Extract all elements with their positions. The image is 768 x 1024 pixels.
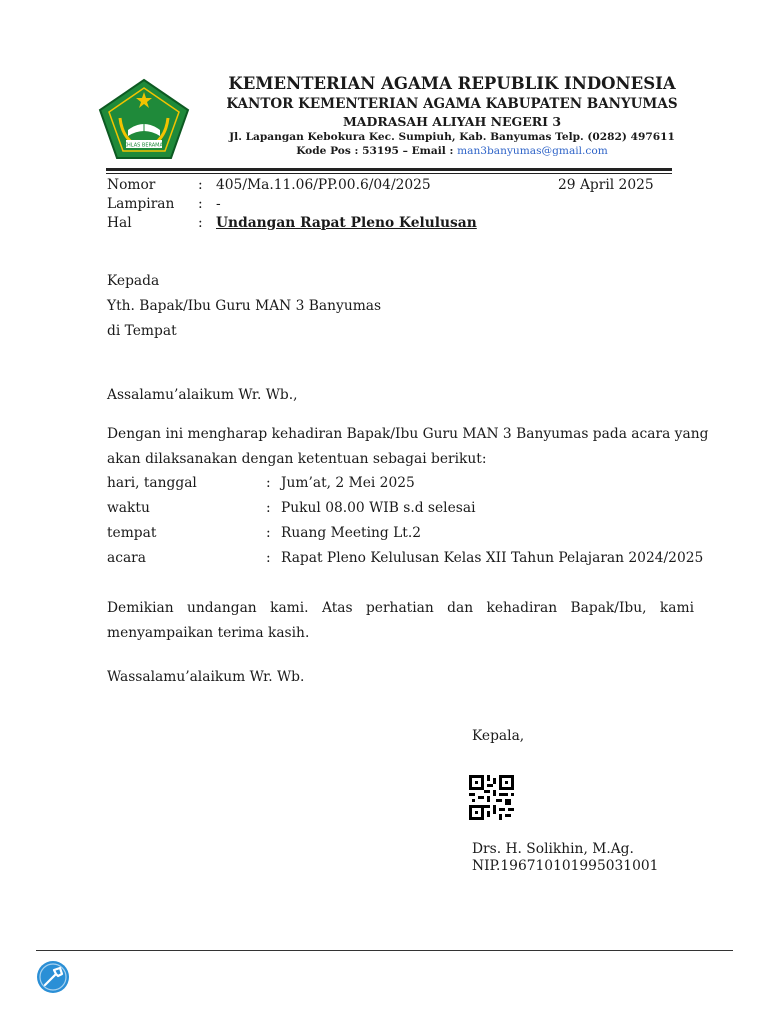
detail-value-place: Ruang Meeting Lt.2 <box>281 525 421 541</box>
lampiran-value: - <box>216 196 221 212</box>
hal-colon: : <box>198 215 203 231</box>
header-divider-thick <box>106 168 672 171</box>
letterhead-contact <box>192 145 712 157</box>
farewell: Wassalamu’alaikum Wr. Wb. <box>107 669 305 685</box>
detail-colon-day: : <box>266 475 271 491</box>
intro-line-1: Dengan ini mengharap kehadiran Bapak/Ibu Guru MAN 3 Banyumas pada acara yang <box>107 426 709 442</box>
detail-value-day: Jum’at, 2 Mei 2025 <box>281 475 415 491</box>
closing-line-2: menyampaikan terima kasih. <box>107 625 310 641</box>
detail-label-event: acara <box>107 550 146 566</box>
qr-code-icon <box>469 774 514 821</box>
greeting: Assalamu’alaikum Wr. Wb., <box>107 387 298 403</box>
letterhead-school: MADRASAH ALIYAH NEGERI 3 <box>342 114 562 129</box>
lampiran-colon: : <box>198 196 203 212</box>
nomor-value: 405/Ma.11.06/PP.00.6/04/2025 <box>216 177 431 193</box>
signature-title: Kepala, <box>472 728 525 744</box>
postal-code-text: Kode Pos : 53195 – Email : <box>296 145 458 157</box>
nomor-label: Nomor <box>107 177 156 193</box>
letterhead-address: Jl. Lapangan Kebokura Kec. Sumpiuh, Kab. Banyumas Telp. (0282) 497611 <box>229 131 675 143</box>
footer-divider <box>36 950 733 951</box>
detail-label-place: tempat <box>107 525 157 541</box>
closing-line-1: Demikian undangan kami. Atas perhatian dan kehadiran Bapak/Ibu, kami <box>107 600 694 616</box>
recipient-name: Yth. Bapak/Ibu Guru MAN 3 Banyumas <box>107 298 382 314</box>
hal-value: Undangan Rapat Pleno Kelulusan <box>216 215 477 231</box>
letterhead-office: KANTOR KEMENTERIAN AGAMA KABUPATEN BANYUMAS <box>226 96 678 112</box>
logo-motto: IKHLAS BERAMAL <box>122 142 166 149</box>
detail-value-event: Rapat Pleno Kelulusan Kelas XII Tahun Pelajaran 2024/2025 <box>281 550 704 566</box>
detail-colon-time: : <box>266 500 271 516</box>
intro-line-2: akan dilaksanakan dengan ketentuan sebagai berikut: <box>107 451 487 467</box>
detail-colon-event: : <box>266 550 271 566</box>
detail-value-time: Pukul 08.00 WIB s.d selesai <box>281 500 476 516</box>
letter-date: 29 April 2025 <box>558 177 654 193</box>
recipient-place: di Tempat <box>107 323 177 339</box>
detail-colon-place: : <box>266 525 271 541</box>
header-divider-thin <box>106 173 672 174</box>
viewer-app-icon[interactable] <box>36 960 70 994</box>
kemenag-logo-icon <box>98 78 190 160</box>
hal-label: Hal <box>107 215 132 231</box>
letterhead-ministry: KEMENTERIAN AGAMA REPUBLIK INDONESIA <box>228 74 676 93</box>
detail-label-time: waktu <box>107 500 150 516</box>
email-link[interactable]: man3banyumas@gmail.com <box>457 145 608 157</box>
signer-name: Drs. H. Solikhin, M.Ag. <box>472 841 634 857</box>
nomor-colon: : <box>198 177 203 193</box>
recipient-kepada: Kepada <box>107 273 160 289</box>
detail-label-day: hari, tanggal <box>107 475 197 491</box>
lampiran-label: Lampiran <box>107 196 175 212</box>
signer-nip: NIP.196710101995031001 <box>472 858 659 874</box>
